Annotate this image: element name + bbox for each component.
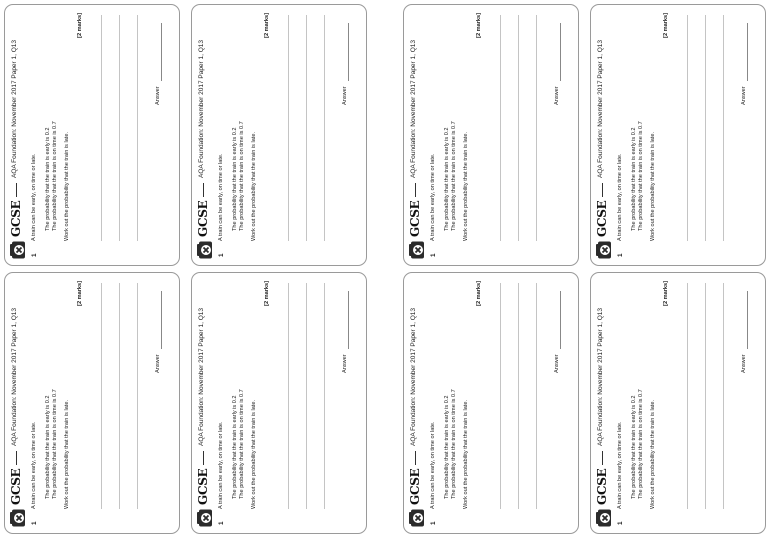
question-intro: A train can be early, on time or late. xyxy=(218,421,224,509)
working-line xyxy=(306,15,307,241)
marks-label: [2 marks] xyxy=(264,281,270,306)
answer-label: Answer xyxy=(554,354,560,373)
paper-reference: AQA Foundation: November 2017 Paper 1, Q13 xyxy=(410,39,417,178)
mathsbot-x-logo-icon xyxy=(596,509,612,527)
working-line xyxy=(687,15,688,241)
question-task: Work out the probability that the train is late. xyxy=(251,399,257,509)
paper-reference: AQA Foundation: November 2017 Paper 1, Q13 xyxy=(198,307,205,446)
working-line xyxy=(288,15,289,241)
answer-label: Answer xyxy=(342,86,348,105)
probability-on-time: The probability that the train is on time is 0.7 xyxy=(451,389,457,499)
question-number: 1 xyxy=(430,253,437,257)
question-card xyxy=(403,4,579,266)
working-line xyxy=(306,283,307,509)
question-intro: A train can be early, on time or late. xyxy=(31,421,37,509)
question-card xyxy=(191,272,367,534)
probability-early: The probability that the train is early is 0.2 xyxy=(45,127,51,231)
probability-early: The probability that the train is early is 0.2 xyxy=(444,395,450,499)
marks-label: [2 marks] xyxy=(663,281,669,306)
answer-label: Answer xyxy=(554,86,560,105)
question-task: Work out the probability that the train is late. xyxy=(650,131,656,241)
working-line xyxy=(324,283,325,509)
marks-label: [2 marks] xyxy=(663,13,669,38)
question-number: 1 xyxy=(218,253,225,257)
header-rule xyxy=(16,183,17,197)
probability-on-time: The probability that the train is on time is 0.7 xyxy=(52,121,58,231)
question-intro: A train can be early, on time or late. xyxy=(31,153,37,241)
working-line xyxy=(723,283,724,509)
marks-label: [2 marks] xyxy=(476,13,482,38)
probability-on-time: The probability that the train is on time is 0.7 xyxy=(451,121,457,231)
mathsbot-x-logo-icon xyxy=(409,509,425,527)
probability-early: The probability that the train is early is 0.2 xyxy=(232,127,238,231)
question-number: 1 xyxy=(31,253,38,257)
paper-reference: AQA Foundation: November 2017 Paper 1, Q13 xyxy=(11,39,18,178)
probability-early: The probability that the train is early is 0.2 xyxy=(45,395,51,499)
marks-label: [2 marks] xyxy=(77,13,83,38)
gcse-label: GCSE xyxy=(196,468,210,505)
answer-line xyxy=(161,291,162,349)
working-line xyxy=(518,283,519,509)
marks-label: [2 marks] xyxy=(77,281,83,306)
working-line xyxy=(536,283,537,509)
working-line xyxy=(101,283,102,509)
answer-line xyxy=(560,23,561,81)
header-rule xyxy=(16,451,17,465)
gcse-label: GCSE xyxy=(408,200,422,237)
answer-label: Answer xyxy=(342,354,348,373)
working-line xyxy=(518,15,519,241)
card-slot xyxy=(403,272,579,534)
mathsbot-x-logo-icon xyxy=(197,241,213,259)
probability-early: The probability that the train is early is 0.2 xyxy=(444,127,450,231)
gcse-label: GCSE xyxy=(595,468,609,505)
working-line xyxy=(119,283,120,509)
paper-reference: AQA Foundation: November 2017 Paper 1, Q13 xyxy=(198,39,205,178)
paper-reference: AQA Foundation: November 2017 Paper 1, Q13 xyxy=(410,307,417,446)
working-line xyxy=(288,283,289,509)
question-intro: A train can be early, on time or late. xyxy=(218,153,224,241)
answer-label: Answer xyxy=(155,86,161,105)
gcse-label: GCSE xyxy=(595,200,609,237)
answer-line xyxy=(747,291,748,349)
answer-label: Answer xyxy=(741,86,747,105)
question-task: Work out the probability that the train is late. xyxy=(64,131,70,241)
working-line xyxy=(500,15,501,241)
question-task: Work out the probability that the train is late. xyxy=(64,399,70,509)
mathsbot-x-logo-icon xyxy=(596,241,612,259)
working-line xyxy=(137,283,138,509)
probability-on-time: The probability that the train is on time is 0.7 xyxy=(239,121,245,231)
card-slot xyxy=(191,4,367,266)
header-rule xyxy=(203,183,204,197)
gcse-label: GCSE xyxy=(9,468,23,505)
paper-reference: AQA Foundation: November 2017 Paper 1, Q13 xyxy=(11,307,18,446)
question-intro: A train can be early, on time or late. xyxy=(617,421,623,509)
question-intro: A train can be early, on time or late. xyxy=(617,153,623,241)
header-rule xyxy=(602,183,603,197)
question-number: 1 xyxy=(430,521,437,525)
header-rule xyxy=(415,183,416,197)
header-rule xyxy=(203,451,204,465)
probability-on-time: The probability that the train is on time is 0.7 xyxy=(638,389,644,499)
working-line xyxy=(705,15,706,241)
working-line xyxy=(687,283,688,509)
sheet-gutter xyxy=(389,0,391,540)
question-task: Work out the probability that the train is late. xyxy=(463,399,469,509)
question-intro: A train can be early, on time or late. xyxy=(430,153,436,241)
header-rule xyxy=(602,451,603,465)
paper-reference: AQA Foundation: November 2017 Paper 1, Q13 xyxy=(597,39,604,178)
working-line xyxy=(500,283,501,509)
mathsbot-x-logo-icon xyxy=(10,509,26,527)
question-card xyxy=(590,272,766,534)
working-line xyxy=(137,15,138,241)
answer-label: Answer xyxy=(741,354,747,373)
probability-on-time: The probability that the train is on time is 0.7 xyxy=(638,121,644,231)
question-number: 1 xyxy=(218,521,225,525)
probability-early: The probability that the train is early is 0.2 xyxy=(631,395,637,499)
working-line xyxy=(536,15,537,241)
answer-line xyxy=(560,291,561,349)
question-task: Work out the probability that the train is late. xyxy=(650,399,656,509)
working-line xyxy=(723,15,724,241)
question-number: 1 xyxy=(617,253,624,257)
paper-reference: AQA Foundation: November 2017 Paper 1, Q13 xyxy=(597,307,604,446)
question-task: Work out the probability that the train is late. xyxy=(463,131,469,241)
gcse-label: GCSE xyxy=(9,200,23,237)
question-intro: A train can be early, on time or late. xyxy=(430,421,436,509)
mathsbot-x-logo-icon xyxy=(10,241,26,259)
question-card xyxy=(191,4,367,266)
header-rule xyxy=(415,451,416,465)
card-slot xyxy=(4,272,180,534)
working-line xyxy=(324,15,325,241)
probability-early: The probability that the train is early is 0.2 xyxy=(631,127,637,231)
question-number: 1 xyxy=(31,521,38,525)
probability-on-time: The probability that the train is on time is 0.7 xyxy=(52,389,58,499)
working-line xyxy=(101,15,102,241)
answer-line xyxy=(348,23,349,81)
card-slot xyxy=(590,272,766,534)
working-line xyxy=(705,283,706,509)
mathsbot-x-logo-icon xyxy=(409,241,425,259)
question-task: Work out the probability that the train is late. xyxy=(251,131,257,241)
answer-line xyxy=(348,291,349,349)
question-number: 1 xyxy=(617,521,624,525)
answer-line xyxy=(161,23,162,81)
marks-label: [2 marks] xyxy=(264,13,270,38)
answer-line xyxy=(747,23,748,81)
gcse-label: GCSE xyxy=(196,200,210,237)
question-card xyxy=(4,4,180,266)
probability-on-time: The probability that the train is on time is 0.7 xyxy=(239,389,245,499)
question-card xyxy=(590,4,766,266)
card-slot xyxy=(590,4,766,266)
card-slot xyxy=(4,4,180,266)
question-card xyxy=(403,272,579,534)
question-card xyxy=(4,272,180,534)
working-line xyxy=(119,15,120,241)
card-slot xyxy=(191,272,367,534)
marks-label: [2 marks] xyxy=(476,281,482,306)
probability-early: The probability that the train is early is 0.2 xyxy=(232,395,238,499)
card-slot xyxy=(403,4,579,266)
gcse-label: GCSE xyxy=(408,468,422,505)
mathsbot-x-logo-icon xyxy=(197,509,213,527)
answer-label: Answer xyxy=(155,354,161,373)
